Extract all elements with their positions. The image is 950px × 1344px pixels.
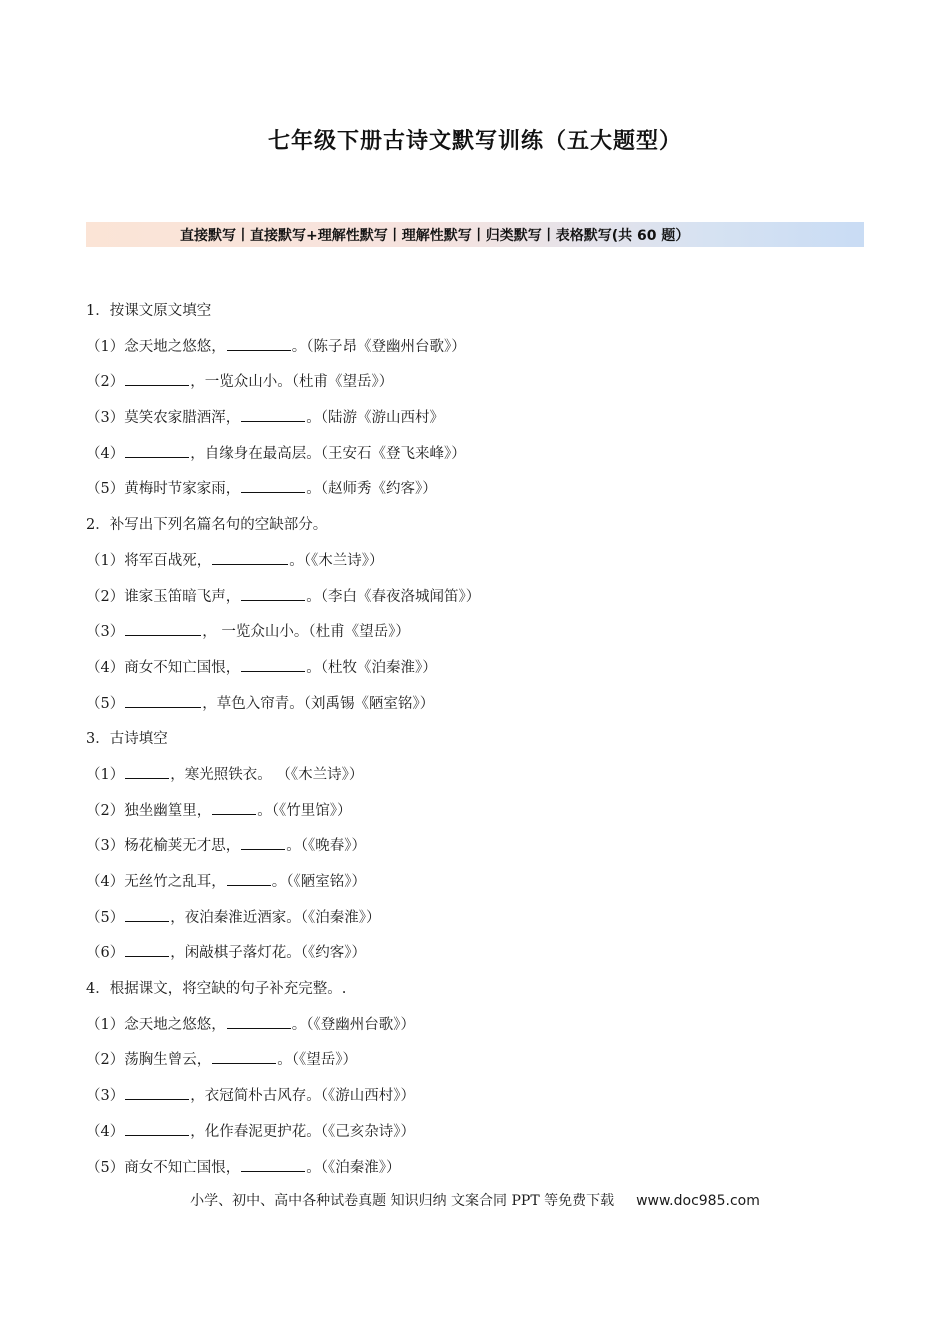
item-number: （2） — [86, 802, 125, 819]
answer-blank[interactable] — [212, 550, 288, 565]
footer-text: 小学、初中、高中各种试卷真题 知识归纳 文案合同 PPT 等免费下载 — [190, 1193, 615, 1209]
item-number: （3） — [86, 1088, 125, 1105]
item-number: （5） — [86, 909, 125, 926]
item-text-after: ，衣冠简朴古风存。（《游山西村》） — [190, 1088, 415, 1105]
item-text-before: 商女不知亡国恨， — [124, 1159, 241, 1176]
item-text-after: ， 一览众山小。（杜甫《望岳》） — [202, 624, 410, 641]
answer-blank[interactable] — [227, 871, 271, 886]
item-text-before: 杨花榆荚无才思， — [124, 838, 241, 855]
item-number: （4） — [86, 445, 125, 462]
answer-blank[interactable] — [241, 407, 305, 422]
question-item — [86, 689, 876, 725]
answer-blank[interactable] — [125, 443, 189, 458]
banner-text: 直接默写丨直接默写+理解性默写丨理解性默写丨归类默写丨表格默写(共 60 题） — [180, 228, 690, 244]
question-list — [86, 296, 876, 1188]
item-number: （1） — [86, 338, 125, 355]
answer-blank[interactable] — [241, 586, 305, 601]
question-item — [86, 332, 876, 368]
item-text-after: ，自缘身在最高层。（王安石《登飞来峰》） — [190, 445, 466, 462]
page-title: 七年级下册古诗文默写训练（五大题型） — [267, 129, 682, 154]
question-heading: 4．根据课文，将空缺的句子补充完整。. — [86, 981, 347, 998]
question-item — [86, 831, 876, 867]
item-text-before: 黄梅时节家家雨， — [124, 481, 241, 498]
answer-blank[interactable] — [241, 835, 285, 850]
item-text-after: 。（《望岳》） — [277, 1052, 357, 1069]
item-text-after: ，一览众山小。（杜甫《望岳》） — [190, 374, 394, 391]
item-number: （5） — [86, 695, 125, 712]
item-text-after: 。（《陋室铭》） — [271, 874, 366, 890]
question-item — [86, 439, 876, 475]
item-text-after: ，闲敲棋子落灯花。（《约客》） — [170, 945, 366, 962]
answer-blank[interactable] — [241, 478, 305, 493]
answer-blank[interactable] — [125, 942, 169, 957]
item-number: （6） — [86, 945, 125, 962]
item-number: （2） — [86, 588, 125, 605]
question-heading: 2．补写出下列名篇名句的空缺部分。 — [86, 517, 328, 534]
item-text-after: ，化作春泥更护花。（《己亥杂诗》） — [190, 1123, 415, 1140]
question-item — [86, 474, 876, 510]
question-item — [86, 760, 876, 796]
item-text-after: 。（《竹里馆》） — [257, 802, 352, 819]
item-text-after: 。（赵师秀《约客》） — [306, 481, 437, 498]
answer-blank[interactable] — [241, 657, 305, 672]
item-text-after: ，寒光照铁衣。 （《木兰诗》） — [170, 766, 364, 783]
question-heading: 3．古诗填空 — [86, 731, 168, 748]
answer-blank[interactable] — [125, 1121, 189, 1136]
item-text-after: 。（《泊秦淮》） — [306, 1159, 401, 1176]
answer-blank[interactable] — [125, 764, 169, 779]
item-text-after: 。（陈子昂《登幽州台歌》） — [291, 338, 466, 355]
answer-blank[interactable] — [227, 336, 291, 351]
question-item — [86, 367, 876, 403]
item-text-before: 莫笑农家腊酒浑， — [124, 410, 241, 427]
question-item — [86, 582, 876, 618]
answer-blank[interactable] — [241, 1157, 305, 1172]
question-item — [86, 653, 876, 689]
item-text-before: 商女不知亡国恨， — [124, 659, 241, 676]
item-text-before: 念天地之悠悠， — [124, 338, 226, 355]
item-number: （3） — [86, 410, 125, 427]
item-number: （4） — [86, 1123, 125, 1140]
item-number: （1） — [86, 1016, 125, 1033]
answer-blank[interactable] — [212, 1049, 276, 1064]
question-item — [86, 1153, 876, 1189]
item-text-after: ，草色入帘青。（刘禹锡《陋室铭》） — [202, 695, 435, 712]
question-item — [86, 1010, 876, 1046]
item-text-before: 荡胸生曾云， — [124, 1052, 212, 1069]
question-type-banner — [86, 222, 864, 247]
question-item — [86, 938, 876, 974]
footer-site: www.doc985.com — [636, 1193, 760, 1209]
question-item — [86, 403, 876, 439]
item-text-after: ，夜泊秦淮近酒家。（《泊秦淮》） — [170, 909, 381, 926]
item-text-before: 谁家玉笛暗飞声， — [124, 588, 241, 605]
question-item — [86, 903, 876, 939]
question-item — [86, 796, 876, 832]
answer-blank[interactable] — [227, 1014, 291, 1029]
item-number: （4） — [86, 659, 125, 676]
item-text-after: 。（《晚春》） — [286, 838, 366, 855]
answer-blank[interactable] — [212, 800, 256, 815]
item-text-before: 无丝竹之乱耳， — [124, 874, 226, 890]
item-number: （2） — [86, 374, 125, 391]
question-heading: 1．按课文原文填空 — [86, 303, 212, 319]
question-item — [86, 617, 876, 653]
footer — [0, 1190, 950, 1210]
item-text-before: 将军百战死， — [124, 552, 212, 569]
item-number: （5） — [86, 1159, 125, 1176]
item-text-after: 。（杜牧《泊秦淮》） — [306, 659, 437, 676]
item-text-after: 。（陆游《游山西村》 — [306, 410, 444, 427]
item-number: （3） — [86, 838, 125, 855]
question-item — [86, 1117, 876, 1153]
question-item — [86, 867, 876, 903]
item-number: （4） — [86, 874, 125, 890]
answer-blank[interactable] — [125, 1085, 189, 1100]
answer-blank[interactable] — [125, 907, 169, 922]
item-text-before: 独坐幽篁里， — [124, 802, 212, 819]
question-item — [86, 1081, 876, 1117]
item-text-before: 念天地之悠悠， — [124, 1016, 226, 1033]
item-number: （3） — [86, 624, 125, 641]
item-text-after: 。（《木兰诗》） — [289, 552, 384, 569]
item-text-after: 。（李白《春夜洛城闻笛》） — [306, 588, 481, 605]
item-number: （5） — [86, 481, 125, 498]
item-number: （1） — [86, 766, 125, 783]
answer-blank[interactable] — [125, 371, 189, 386]
item-number: （1） — [86, 552, 125, 569]
item-text-after: 。（《登幽州台歌》） — [291, 1016, 415, 1033]
answer-blank[interactable] — [125, 621, 201, 636]
question-item — [86, 1045, 876, 1081]
question-item — [86, 546, 876, 582]
item-number: （2） — [86, 1052, 125, 1069]
answer-blank[interactable] — [125, 693, 201, 708]
